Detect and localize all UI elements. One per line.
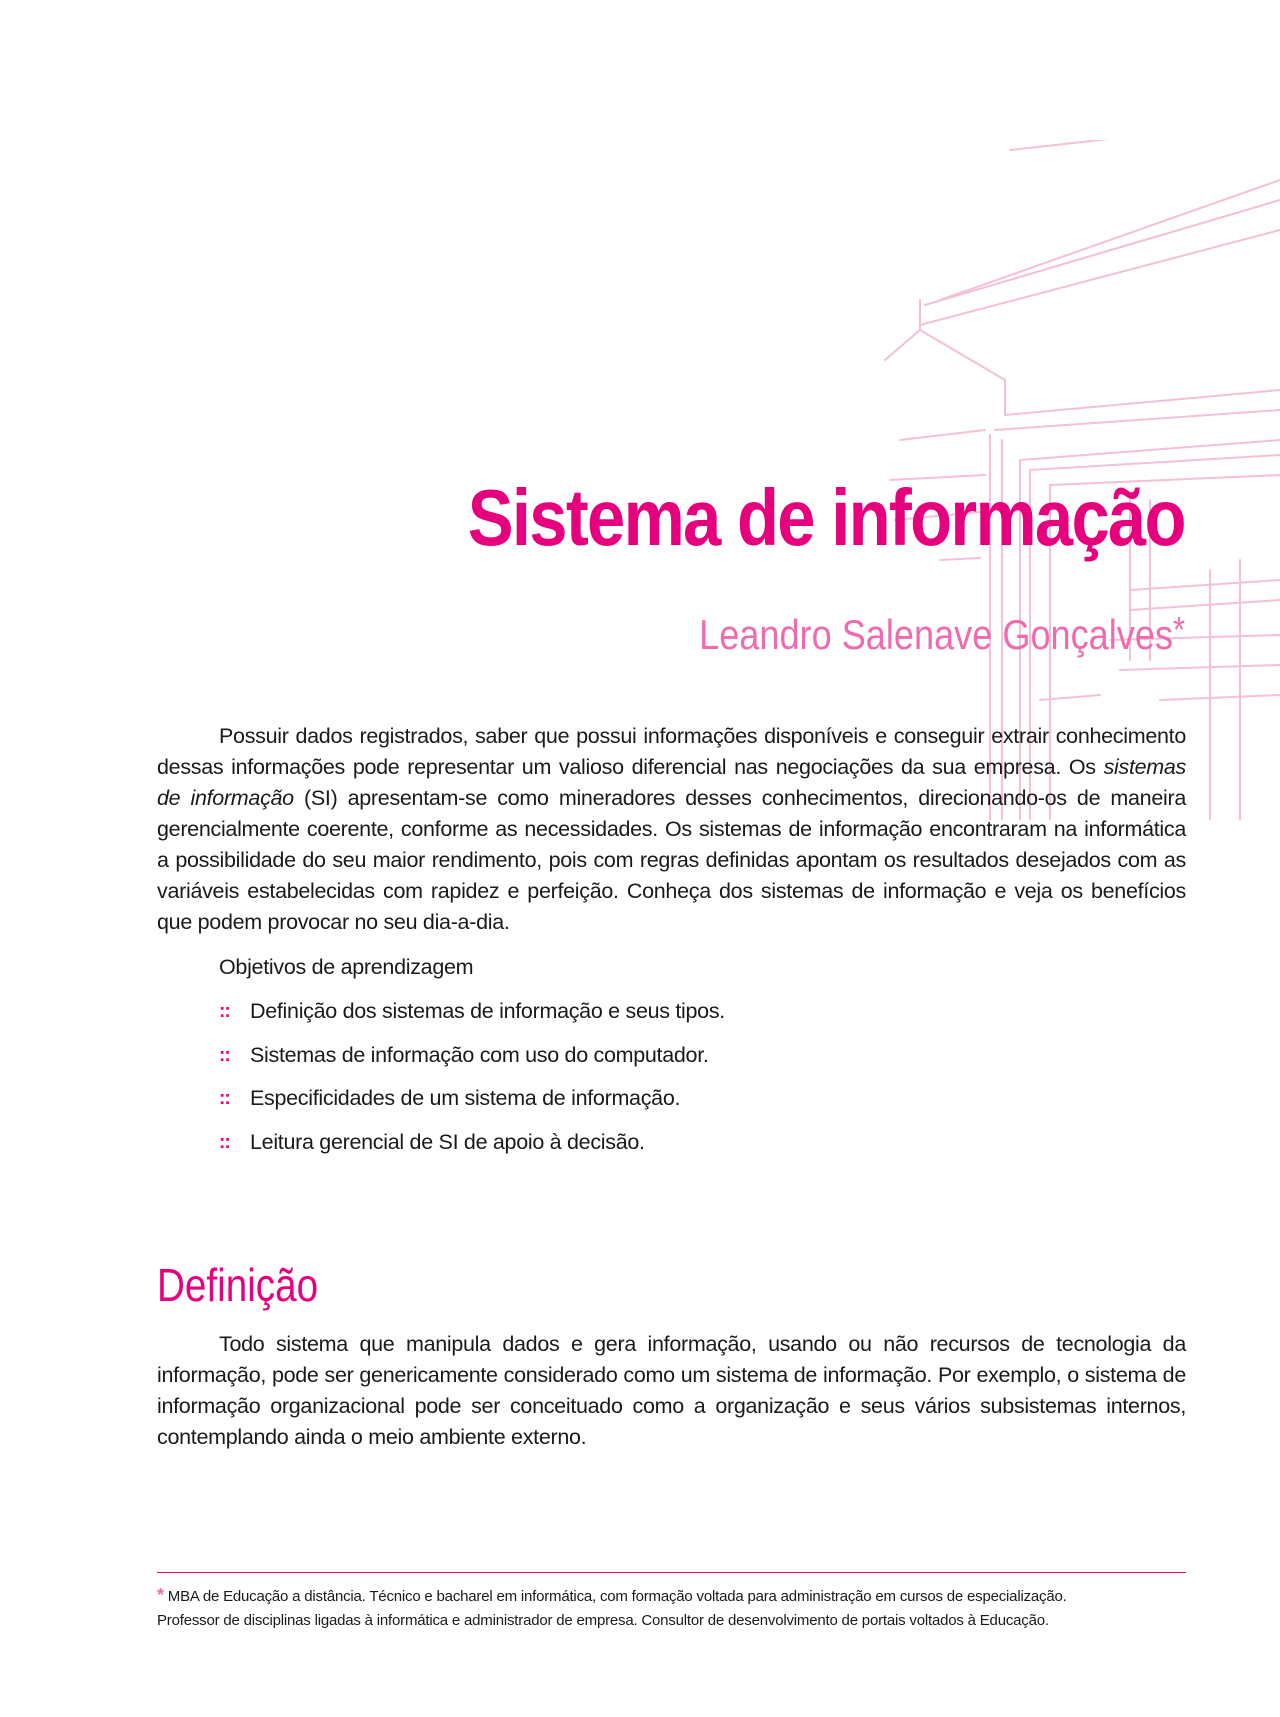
- bullet-icon: ::: [219, 1088, 230, 1109]
- section-heading-definicao: Definição: [157, 1259, 319, 1311]
- objective-text: Sistemas de informação com uso do computador.: [250, 1042, 709, 1067]
- footnote: [157, 1583, 1186, 1633]
- bullet-icon: ::: [219, 1131, 230, 1153]
- objective-text: Leitura gerencial de SI de apoio à decisão.: [250, 1129, 645, 1154]
- bullet-icon: ::: [219, 1001, 230, 1022]
- footnote-line-1: MBA de Educação a distância. Técnico e bacharel em informática, com formação voltada para administração em cursos de especialização.: [167, 1588, 1067, 1605]
- intro-text-part1: Possuir dados registrados, saber que possui informações disponíveis e conseguir extrair conhecimento dessas informações pode representar um valioso diferencial nas negociações da sua empresa. Os: [157, 724, 1186, 779]
- footnote-divider: [157, 1572, 1186, 1573]
- intro-paragraph: [157, 721, 1186, 938]
- intro-emphasis: sistemas de informação: [157, 755, 1186, 810]
- author-footnote-marker: *: [1172, 609, 1185, 650]
- objective-item: [219, 996, 725, 1040]
- footnote-line-2: Professor de disciplinas ligadas à informática e administrador de empresa. Consultor de desenvolvimento de portais voltados à Educação.: [157, 1612, 1049, 1629]
- author-name: [699, 609, 1185, 658]
- objective-item: [219, 1040, 725, 1084]
- section-paragraph: Todo sistema que manipula dados e gera informação, usando ou não recursos de tecnologia da informação, pode ser genericamente considerado como um sistema de informação. Por exemplo, o sistema de informação organizacional pode ser conceituado como a organização e seus vários subsistemas internos, contemplando ainda o meio ambiente externo.: [157, 1332, 1186, 1449]
- page-title: Sistema de informação: [467, 473, 1185, 562]
- objective-item: [219, 1127, 725, 1171]
- objective-text: Definição dos sistemas de informação e seus tipos.: [250, 999, 725, 1023]
- objective-text: Especificidades de um sistema de informação.: [250, 1086, 681, 1110]
- objectives-list: [219, 996, 725, 1170]
- objective-item: [219, 1083, 725, 1127]
- footnote-marker: *: [157, 1585, 164, 1605]
- bullet-icon: ::: [219, 1044, 230, 1066]
- intro-text-part2: (SI) apresentam-se como mineradores desses conhecimentos, direcionando-os de maneira gerencialmente coerente, conforme as necessidades. Os sistemas de informação encontraram na informática a possibilidade do seu maior rendimento, pois com regras definidas apontam os resultados desejados com as variáveis estabelecidas com rapidez e perfeição. Conheça dos sistemas de informação e veja os benefícios que podem provocar no seu dia-a-dia.: [157, 786, 1186, 934]
- objectives-heading: Objetivos de aprendizagem: [219, 955, 474, 979]
- author-name-text: Leandro Salenave Gonçalves: [699, 611, 1173, 658]
